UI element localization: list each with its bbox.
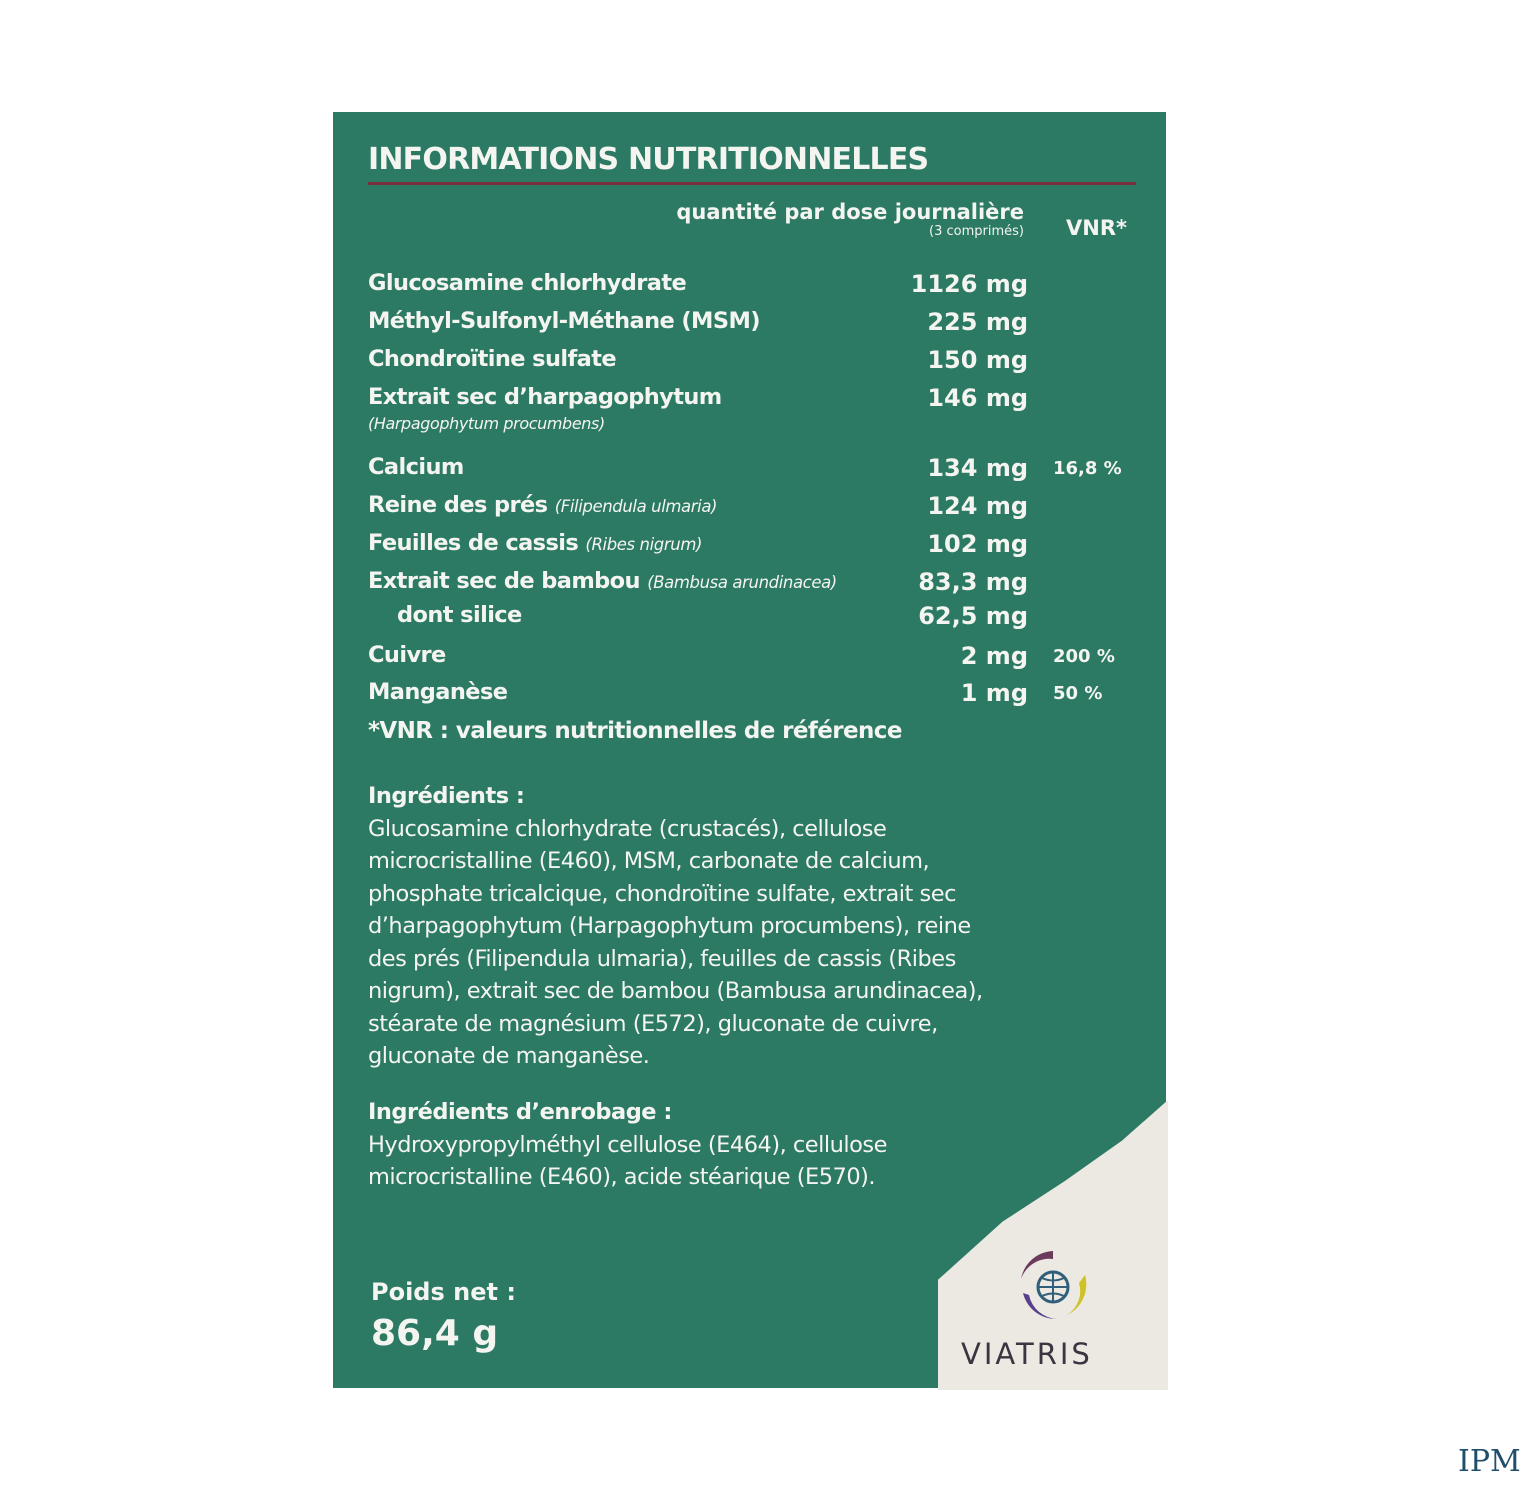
- coating-text: Hydroxypropylméthyl cellulose (E464), cellulose microcristalline (E460), acide stéarique (E570).: [368, 1131, 887, 1190]
- nutrient-row: [333, 530, 1166, 562]
- nutrient-name-text: Manganèse: [368, 679, 508, 705]
- nutrient-quantity: 134 mg: [927, 454, 1028, 482]
- nutrient-quantity: 146 mg: [927, 384, 1028, 412]
- nutrient-row: [333, 602, 1166, 634]
- nutrient-latin-name: (Harpagophytum procumbens): [368, 414, 605, 433]
- title-rule: [368, 182, 1136, 185]
- quantity-header: [676, 200, 1024, 239]
- nutrient-row: [333, 346, 1166, 378]
- nutrient-row: [333, 642, 1166, 674]
- nutrient-quantity: 124 mg: [927, 492, 1028, 520]
- nutrient-name: [368, 346, 616, 372]
- nutrient-row: [333, 270, 1166, 302]
- nutrient-name-text: Reine des prés: [368, 492, 548, 518]
- nutrient-name: [397, 602, 522, 628]
- nutrient-row: [333, 492, 1166, 524]
- nutrient-name-text: Feuilles de cassis: [368, 530, 579, 556]
- nutrient-quantity: 83,3 mg: [918, 568, 1028, 596]
- nutrient-name: [368, 568, 837, 594]
- nutrient-quantity: 150 mg: [927, 346, 1028, 374]
- nutrient-name-text: Extrait sec de bambou: [368, 568, 640, 594]
- nutrient-quantity: 225 mg: [927, 308, 1028, 336]
- vnr-footnote: *VNR : valeurs nutritionnelles de référence: [368, 718, 902, 744]
- ingredients-block: [368, 780, 1138, 1073]
- nutrient-row: [333, 454, 1166, 486]
- net-weight: [371, 1280, 516, 1352]
- nutrient-name: [368, 454, 464, 480]
- nutrient-name-text: dont silice: [397, 602, 522, 628]
- ipm-watermark: IPM: [1458, 1444, 1521, 1479]
- nutrition-panel: [333, 112, 1166, 1388]
- vnr-header: VNR*: [1066, 216, 1127, 240]
- nutrient-name: [368, 308, 760, 334]
- viatris-logo-icon: [1013, 1245, 1093, 1325]
- nutrient-vnr: 16,8 %: [1053, 458, 1122, 479]
- ingredients-text: Glucosamine chlorhydrate (crustacés), cellulose microcristalline (E460), MSM, carbonate de calcium, phosphate tricalcique, chondroïtine sulfate, extrait sec d’harpagophytum (Harpagophytum procumbens), reine des prés (Filipendula ulmaria), feuilles de cassis (Ribes nigrum), extrait sec de bambou (Bambusa arundinacea), stéarate de magnésium (E572), gluconate de cuivre, gluconate de manganèse.: [368, 815, 983, 1069]
- nutrient-latin-name: (Filipendula ulmaria): [554, 497, 718, 516]
- ingredients-title: Ingrédients :: [368, 783, 525, 809]
- net-weight-value: 86,4 g: [371, 1313, 499, 1354]
- nutrient-name-text: Méthyl-Sulfonyl-Méthane (MSM): [368, 308, 760, 334]
- net-weight-label: Poids net :: [371, 1278, 516, 1306]
- nutrient-name-text: Calcium: [368, 454, 464, 480]
- nutrient-name-text: Glucosamine chlorhydrate: [368, 270, 687, 296]
- coating-title: Ingrédients d’enrobage :: [368, 1099, 672, 1125]
- nutrient-quantity: 62,5 mg: [918, 602, 1028, 630]
- nutrient-row: [333, 679, 1166, 711]
- nutrient-vnr: 50 %: [1053, 683, 1103, 704]
- nutrient-name-text: Cuivre: [368, 642, 446, 668]
- nutrient-row: [333, 384, 1166, 433]
- nutrient-name: [368, 270, 686, 296]
- quantity-header-sub: (3 comprimés): [929, 224, 1024, 239]
- nutrient-name-text: Chondroïtine sulfate: [368, 346, 617, 372]
- nutrient-row: [333, 308, 1166, 340]
- panel-title: INFORMATIONS NUTRITIONNELLES: [368, 142, 929, 177]
- nutrient-name-text: Extrait sec d’harpagophytum: [368, 384, 722, 410]
- quantity-header-label: quantité par dose journalière: [676, 200, 1024, 224]
- nutrient-name: [368, 384, 722, 410]
- nutrient-quantity: 102 mg: [927, 530, 1028, 558]
- nutrient-name: [368, 492, 717, 518]
- brand-name: VIATRIS: [961, 1337, 1093, 1371]
- nutrient-quantity: 1126 mg: [910, 270, 1028, 298]
- nutrient-vnr: 200 %: [1053, 646, 1115, 667]
- coating-block: [368, 1096, 1138, 1194]
- nutrient-name: [368, 642, 446, 668]
- nutrient-latin-name: (Bambusa arundinacea): [647, 573, 837, 592]
- nutrient-latin-name: (Ribes nigrum): [585, 535, 703, 554]
- nutrient-quantity: 1 mg: [960, 679, 1028, 707]
- nutrient-row: [333, 568, 1166, 600]
- nutrient-name: [368, 679, 507, 705]
- nutrient-name: [368, 530, 702, 556]
- nutrient-quantity: 2 mg: [960, 642, 1028, 670]
